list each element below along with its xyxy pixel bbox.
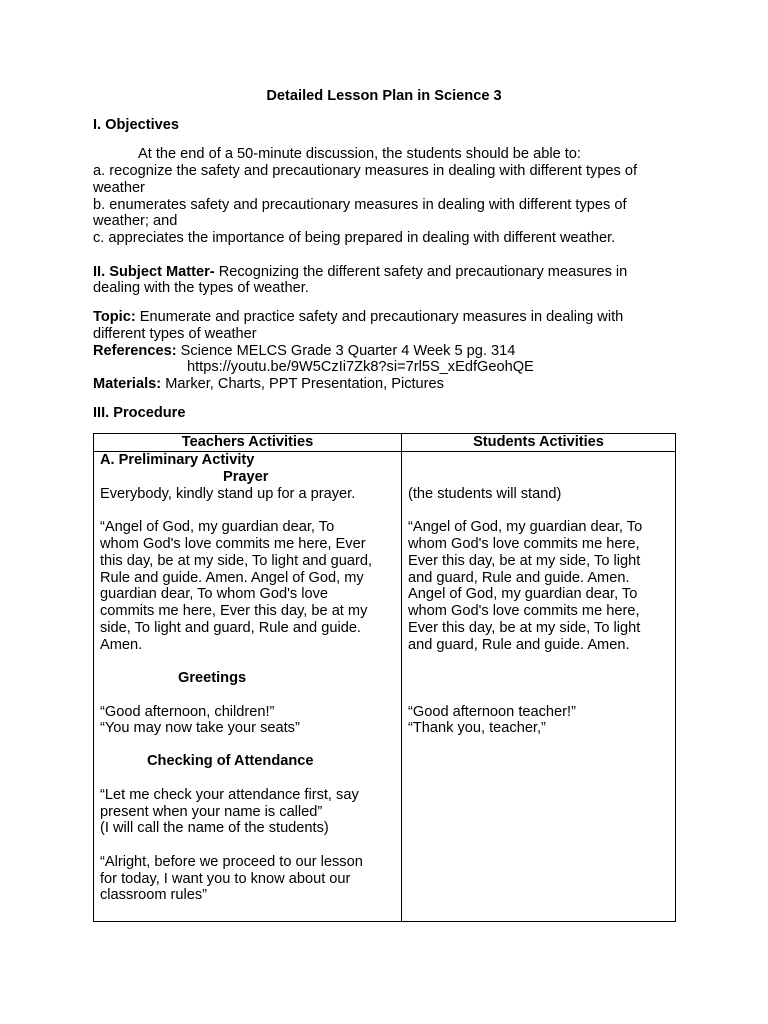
attendance-line: (I will call the name of the students) (100, 820, 329, 836)
references (93, 343, 515, 360)
objective-line: a. recognize the safety and precautionary measures in dealing with different types of (93, 163, 638, 179)
student-cell (402, 452, 676, 922)
subject-matter-continued: dealing with the types of weather. (93, 280, 309, 296)
reference-url: https://youtu.be/9W5CzIi7Zk8?si=7rl5S_xEdfGeohQE (187, 359, 534, 375)
references-text: Science MELCS Grade 3 Quarter 4 Week 5 pg. 314 (176, 343, 516, 359)
teacher-cell (94, 452, 402, 922)
subject-matter-text: Recognizing the different safety and precautionary measures in (214, 264, 628, 280)
teacher-prayer-line: Amen. (100, 637, 143, 653)
objective-line: weather (93, 180, 145, 196)
teacher-greeting: “You may now take your seats” (100, 720, 300, 736)
student-prayer-line: Angel of God, my guardian dear, To (408, 586, 638, 602)
student-prayer-line: and guard, Rule and guide. Amen. (408, 570, 630, 586)
objectives-heading: I. Objectives (93, 117, 179, 133)
student-greeting-reply: “Good afternoon teacher!” (408, 704, 576, 720)
topic-text: Enumerate and practice safety and precautionary measures in dealing with (135, 309, 624, 325)
attendance-line: “Let me check your attendance first, say (100, 787, 359, 803)
teacher-prayer-line: commits me here, Ever this day, be at my (100, 603, 368, 619)
students-stand: (the students will stand) (408, 486, 562, 502)
students-activities-header: Students Activities (402, 434, 676, 452)
topic (93, 309, 623, 326)
objective-line: weather; and (93, 213, 178, 229)
student-prayer-line: and guard, Rule and guide. Amen. (408, 637, 630, 653)
subject-matter (93, 264, 627, 281)
objective-line: b. enumerates safety and precautionary measures in dealing with different types of (93, 197, 627, 213)
student-prayer-line: Ever this day, be at my side, To light (408, 620, 641, 636)
subject-matter-label: II. Subject Matter- (93, 264, 215, 280)
attendance-line: present when your name is called” (100, 804, 323, 820)
prayer-call: Everybody, kindly stand up for a prayer. (100, 486, 356, 502)
teacher-prayer-line: side, To light and guard, Rule and guide. (100, 620, 361, 636)
student-prayer-line: “Angel of God, my guardian dear, To (408, 519, 643, 535)
objective-line: c. appreciates the importance of being prepared in dealing with different weather. (93, 230, 616, 246)
prayer-heading: Prayer (223, 469, 269, 485)
topic-label: Topic: (93, 309, 136, 325)
table-row (94, 452, 676, 922)
topic-continued: different types of weather (93, 326, 257, 342)
teachers-activities-header: Teachers Activities (94, 434, 402, 452)
procedure-table (93, 433, 676, 922)
references-label: References: (93, 343, 177, 359)
student-prayer-line: Ever this day, be at my side, To light (408, 553, 641, 569)
teacher-prayer-line: this day, be at my side, To light and guard, (100, 553, 373, 569)
rules-line: classroom rules” (100, 887, 208, 903)
preliminary-activity-heading: A. Preliminary Activity (100, 452, 255, 468)
materials (93, 376, 444, 393)
document-title: Detailed Lesson Plan in Science 3 (266, 88, 502, 104)
objectives-intro: At the end of a 50-minute discussion, the students should be able to: (138, 146, 581, 162)
teacher-prayer-line: “Angel of God, my guardian dear, To (100, 519, 335, 535)
teacher-prayer-line: Rule and guide. Amen. Angel of God, my (100, 570, 364, 586)
student-prayer-line: whom God's love commits me here, (408, 603, 640, 619)
materials-label: Materials: (93, 376, 162, 392)
rules-line: “Alright, before we proceed to our lesson (100, 854, 363, 870)
student-prayer-line: whom God's love commits me here, (408, 536, 640, 552)
procedure-heading: III. Procedure (93, 405, 186, 421)
rules-line: for today, I want you to know about our (100, 871, 351, 887)
greetings-heading: Greetings (178, 670, 247, 686)
teacher-greeting: “Good afternoon, children!” (100, 704, 275, 720)
student-greeting-reply: “Thank you, teacher,” (408, 720, 546, 736)
teacher-prayer-line: guardian dear, To whom God's love (100, 586, 329, 602)
teacher-prayer-line: whom God's love commits me here, Ever (100, 536, 366, 552)
attendance-heading: Checking of Attendance (147, 753, 314, 769)
table-header-row (94, 434, 676, 452)
materials-text: Marker, Charts, PPT Presentation, Pictures (161, 376, 444, 392)
